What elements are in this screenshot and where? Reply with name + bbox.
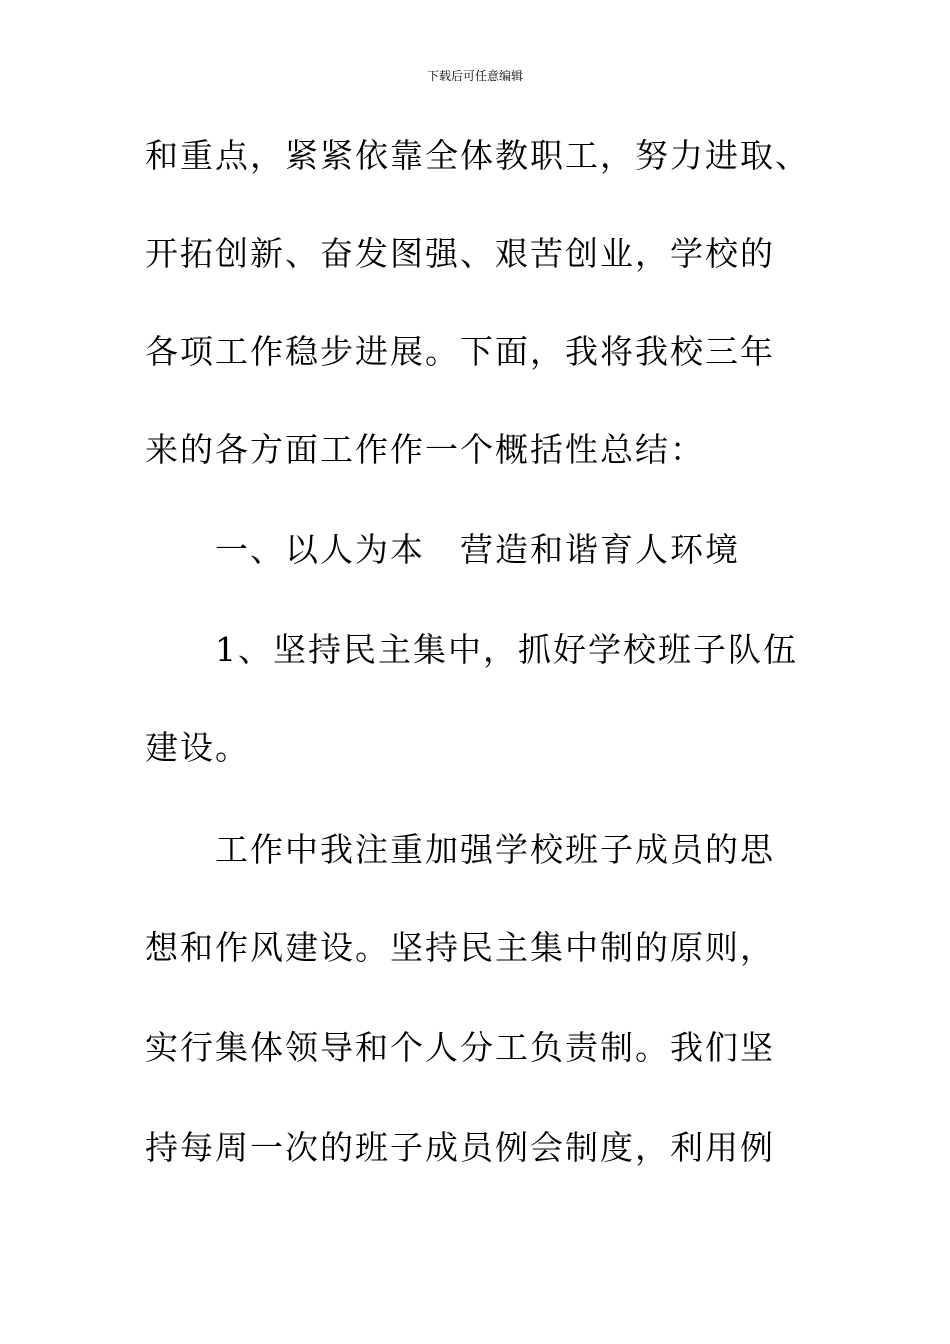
body-line-11: 持每周一次的班子成员例会制度，利用例 <box>145 1128 775 1167</box>
body-line-3: 各项工作稳步进展。下面，我将我校三年 <box>145 332 775 371</box>
paragraph-first-line: 工作中我注重加强学校班子成员的思 <box>215 830 775 869</box>
body-line-9: 想和作风建设。坚持民主集中制的原则， <box>145 928 775 967</box>
body-line-2: 开拓创新、奋发图强、艰苦创业，学校的 <box>145 234 775 273</box>
section-heading: 一、以人为本 营造和谐育人环境 <box>215 530 740 569</box>
body-line-1: 和重点，紧紧依靠全体教职工，努力进取、 <box>145 136 810 175</box>
header-note: 下载后可任意编辑 <box>426 69 523 83</box>
body-line-10: 实行集体领导和个人分工负责制。我们坚 <box>145 1028 775 1067</box>
body-line-4: 来的各方面工作作一个概括性总结： <box>145 430 705 469</box>
subsection-heading: 1、坚持民主集中，抓好学校班子队伍 <box>215 630 798 669</box>
body-line-7: 建设。 <box>145 728 250 767</box>
